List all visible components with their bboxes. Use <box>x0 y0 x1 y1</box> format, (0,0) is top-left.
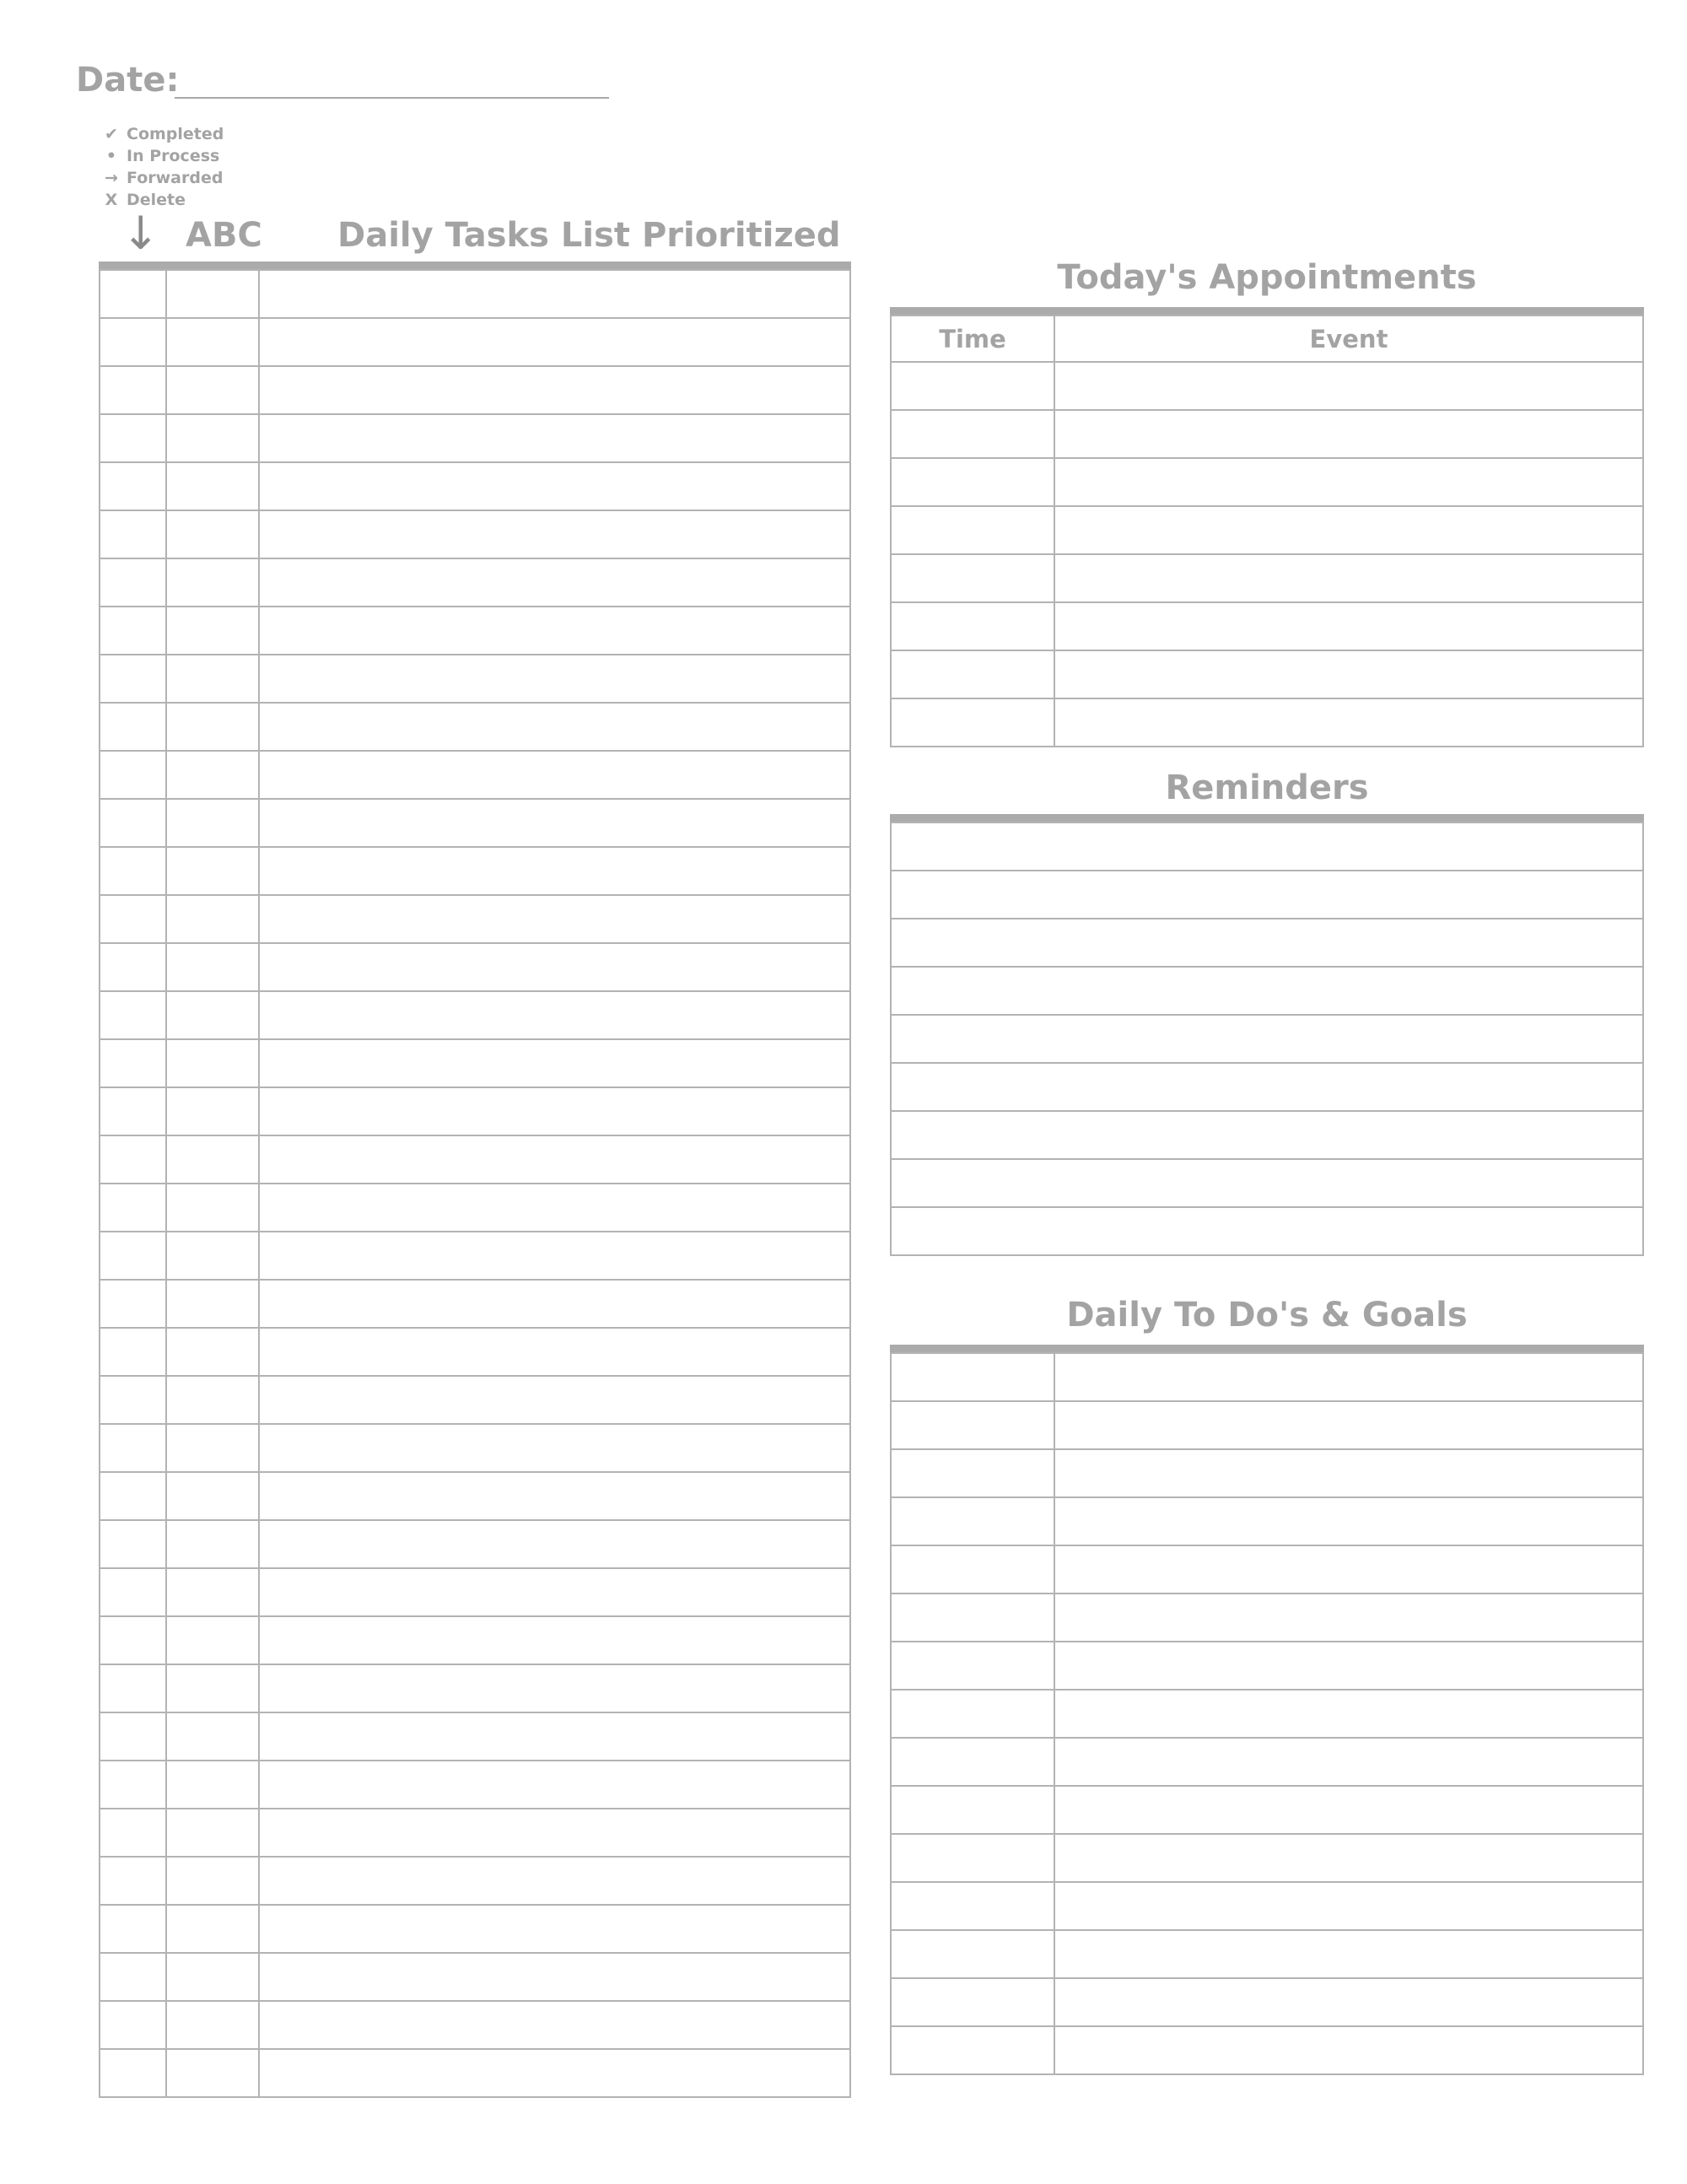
task-cell[interactable] <box>259 799 850 847</box>
table-row <box>100 1184 850 1232</box>
task-cell[interactable] <box>259 1232 850 1280</box>
task-cell[interactable] <box>259 1087 850 1135</box>
arrow-right-icon: → <box>105 169 118 187</box>
todo-cell[interactable] <box>1054 1786 1643 1834</box>
priority-cell[interactable] <box>166 1712 259 1761</box>
task-cell[interactable] <box>259 366 850 414</box>
task-cell[interactable] <box>259 1712 850 1761</box>
task-cell[interactable] <box>259 1280 850 1328</box>
priority-cell[interactable] <box>166 318 259 366</box>
priority-cell[interactable] <box>166 1664 259 1712</box>
reminder-cell[interactable] <box>891 1015 1643 1063</box>
status-cell[interactable] <box>100 1712 166 1761</box>
priority-cell[interactable] <box>166 1568 259 1616</box>
table-row <box>100 1424 850 1472</box>
table-row <box>891 1159 1643 1207</box>
task-cell[interactable] <box>259 1424 850 1472</box>
table-row <box>891 1690 1643 1738</box>
status-cell[interactable] <box>100 414 166 462</box>
todo-cell[interactable] <box>1054 1594 1643 1642</box>
table-row <box>891 1497 1643 1545</box>
status-cell[interactable] <box>100 1520 166 1568</box>
priority-cell[interactable] <box>166 703 259 751</box>
status-cell[interactable] <box>100 1280 166 1328</box>
priority-cell[interactable] <box>166 1616 259 1664</box>
priority-cell[interactable] <box>166 799 259 847</box>
priority-cell[interactable] <box>166 1280 259 1328</box>
task-cell[interactable] <box>259 1905 850 1953</box>
table-row <box>891 602 1643 650</box>
todo-cell[interactable] <box>1054 1353 1643 1401</box>
priority-cell[interactable] <box>166 270 259 318</box>
event-cell[interactable] <box>1054 362 1643 410</box>
task-cell[interactable] <box>259 318 850 366</box>
date-field[interactable] <box>175 97 609 99</box>
todo-time-cell[interactable] <box>891 1497 1054 1545</box>
table-row <box>891 1207 1643 1255</box>
priority-cell[interactable] <box>166 991 259 1039</box>
todo-time-cell[interactable] <box>891 1545 1054 1594</box>
table-row <box>891 1642 1643 1690</box>
time-column-header: Time <box>891 315 1054 362</box>
task-cell[interactable] <box>259 751 850 799</box>
status-cell[interactable] <box>100 462 166 510</box>
priority-cell[interactable] <box>166 1953 259 2001</box>
task-cell[interactable] <box>259 1953 850 2001</box>
priority-cell[interactable] <box>166 1424 259 1472</box>
task-cell[interactable] <box>259 1135 850 1184</box>
task-cell[interactable] <box>259 1664 850 1712</box>
todo-time-cell[interactable] <box>891 1642 1054 1690</box>
reminder-cell[interactable] <box>891 1207 1643 1255</box>
task-cell[interactable] <box>259 847 850 895</box>
todo-cell[interactable] <box>1054 2026 1643 2074</box>
task-cell[interactable] <box>259 462 850 510</box>
table-row <box>891 1978 1643 2026</box>
table-row <box>100 751 850 799</box>
table-row <box>891 1738 1643 1786</box>
reminder-cell[interactable] <box>891 871 1643 919</box>
date-label: Date: <box>76 61 180 100</box>
task-cell[interactable] <box>259 2049 850 2097</box>
legend-item-delete <box>101 189 224 211</box>
legend-item-in-process <box>101 145 224 167</box>
task-cell[interactable] <box>259 510 850 558</box>
status-cell[interactable] <box>100 1232 166 1280</box>
status-cell[interactable] <box>100 1857 166 1905</box>
task-cell[interactable] <box>259 1857 850 1905</box>
table-row <box>891 871 1643 919</box>
status-cell[interactable] <box>100 1953 166 2001</box>
table-row <box>891 1930 1643 1978</box>
status-cell[interactable] <box>100 1135 166 1184</box>
appointments-table <box>890 315 1644 747</box>
status-cell[interactable] <box>100 799 166 847</box>
task-cell[interactable] <box>259 270 850 318</box>
table-row <box>891 1594 1643 1642</box>
table-row <box>100 1761 850 1809</box>
event-cell[interactable] <box>1054 602 1643 650</box>
priority-cell[interactable] <box>166 1232 259 1280</box>
priority-cell[interactable] <box>166 510 259 558</box>
table-row <box>891 1015 1643 1063</box>
status-cell[interactable] <box>100 943 166 991</box>
status-legend <box>101 123 224 211</box>
status-cell[interactable] <box>100 1761 166 1809</box>
task-cell[interactable] <box>259 1761 850 1809</box>
priority-cell[interactable] <box>166 2049 259 2097</box>
table-row <box>100 2049 850 2097</box>
time-cell[interactable] <box>891 650 1054 698</box>
legend-label: In Process <box>127 147 220 165</box>
appointments-title: Today's Appointments <box>1057 258 1477 297</box>
event-cell[interactable] <box>1054 650 1643 698</box>
table-row <box>100 558 850 607</box>
task-cell[interactable] <box>259 703 850 751</box>
status-cell[interactable] <box>100 510 166 558</box>
status-cell[interactable] <box>100 1809 166 1857</box>
priority-cell[interactable] <box>166 1376 259 1424</box>
task-cell[interactable] <box>259 1472 850 1520</box>
todo-time-cell[interactable] <box>891 1738 1054 1786</box>
task-cell[interactable] <box>259 943 850 991</box>
status-cell[interactable] <box>100 318 166 366</box>
status-cell[interactable] <box>100 1328 166 1376</box>
table-row <box>100 799 850 847</box>
table-row <box>100 510 850 558</box>
table-row <box>891 554 1643 602</box>
table-row <box>891 822 1643 871</box>
time-cell[interactable] <box>891 602 1054 650</box>
reminder-cell[interactable] <box>891 967 1643 1015</box>
event-cell[interactable] <box>1054 458 1643 506</box>
todo-time-cell[interactable] <box>891 2026 1054 2074</box>
table-row <box>891 2026 1643 2074</box>
status-cell[interactable] <box>100 1184 166 1232</box>
todo-cell[interactable] <box>1054 1882 1643 1930</box>
priority-cell[interactable] <box>166 1039 259 1087</box>
reminder-cell[interactable] <box>891 822 1643 871</box>
table-row <box>100 1087 850 1135</box>
table-row <box>891 410 1643 458</box>
time-cell[interactable] <box>891 362 1054 410</box>
table-row <box>891 362 1643 410</box>
todo-cell[interactable] <box>1054 1978 1643 2026</box>
status-cell[interactable] <box>100 1905 166 1953</box>
task-cell[interactable] <box>259 414 850 462</box>
todo-time-cell[interactable] <box>891 1978 1054 2026</box>
priority-cell[interactable] <box>166 1905 259 1953</box>
reminders-table <box>890 822 1644 1256</box>
priority-cell[interactable] <box>166 558 259 607</box>
status-cell[interactable] <box>100 607 166 655</box>
table-row <box>891 1449 1643 1497</box>
table-row <box>100 1857 850 1905</box>
priority-cell[interactable] <box>166 1761 259 1809</box>
status-cell[interactable] <box>100 366 166 414</box>
todos-title: Daily To Do's & Goals <box>1066 1296 1468 1335</box>
status-cell[interactable] <box>100 2049 166 2097</box>
todo-time-cell[interactable] <box>891 1594 1054 1642</box>
task-cell[interactable] <box>259 991 850 1039</box>
status-cell[interactable] <box>100 991 166 1039</box>
table-row <box>891 967 1643 1015</box>
priority-cell[interactable] <box>166 1809 259 1857</box>
table-row <box>891 698 1643 747</box>
task-cell[interactable] <box>259 1328 850 1376</box>
table-row <box>891 650 1643 698</box>
todo-time-cell[interactable] <box>891 1834 1054 1882</box>
table-row <box>891 1063 1643 1111</box>
todo-cell[interactable] <box>1054 1401 1643 1449</box>
table-row <box>100 943 850 991</box>
priority-cell[interactable] <box>166 943 259 991</box>
task-cell[interactable] <box>259 2001 850 2049</box>
todo-cell[interactable] <box>1054 1690 1643 1738</box>
todo-time-cell[interactable] <box>891 1930 1054 1978</box>
time-cell[interactable] <box>891 458 1054 506</box>
legend-item-completed <box>101 123 224 145</box>
todo-cell[interactable] <box>1054 1545 1643 1594</box>
todos-table <box>890 1352 1644 2075</box>
reminder-cell[interactable] <box>891 1063 1643 1111</box>
task-cell[interactable] <box>259 1568 850 1616</box>
legend-item-forwarded <box>101 167 224 189</box>
time-cell[interactable] <box>891 506 1054 554</box>
priority-cell[interactable] <box>166 655 259 703</box>
table-row <box>100 1232 850 1280</box>
table-row <box>100 462 850 510</box>
table-row <box>100 1616 850 1664</box>
legend-label: Delete <box>127 191 186 209</box>
table-row <box>100 703 850 751</box>
arrow-down-icon: ↓ <box>121 207 160 260</box>
task-cell[interactable] <box>259 1809 850 1857</box>
todo-time-cell[interactable] <box>891 1449 1054 1497</box>
table-row <box>100 1953 850 2001</box>
table-row <box>100 1568 850 1616</box>
status-cell[interactable] <box>100 751 166 799</box>
table-row <box>100 2001 850 2049</box>
time-cell[interactable] <box>891 410 1054 458</box>
table-row <box>100 318 850 366</box>
status-cell[interactable] <box>100 655 166 703</box>
todo-time-cell[interactable] <box>891 1882 1054 1930</box>
priority-cell[interactable] <box>166 1472 259 1520</box>
task-cell[interactable] <box>259 1616 850 1664</box>
table-row <box>100 847 850 895</box>
priority-cell[interactable] <box>166 366 259 414</box>
status-cell[interactable] <box>100 2001 166 2049</box>
table-row <box>891 1111 1643 1159</box>
status-cell[interactable] <box>100 270 166 318</box>
priority-cell[interactable] <box>166 847 259 895</box>
table-row <box>100 1039 850 1087</box>
table-row <box>100 366 850 414</box>
table-row <box>891 1882 1643 1930</box>
todo-time-cell[interactable] <box>891 1690 1054 1738</box>
status-cell[interactable] <box>100 1039 166 1087</box>
table-row <box>891 458 1643 506</box>
task-cell[interactable] <box>259 607 850 655</box>
todo-cell[interactable] <box>1054 1497 1643 1545</box>
reminder-cell[interactable] <box>891 1111 1643 1159</box>
table-row <box>891 1401 1643 1449</box>
reminders-title: Reminders <box>1165 768 1369 807</box>
table-row <box>100 1664 850 1712</box>
task-cell[interactable] <box>259 1520 850 1568</box>
status-cell[interactable] <box>100 1376 166 1424</box>
todo-cell[interactable] <box>1054 1642 1643 1690</box>
status-cell[interactable] <box>100 1087 166 1135</box>
table-row <box>891 1786 1643 1834</box>
status-cell[interactable] <box>100 558 166 607</box>
event-cell[interactable] <box>1054 698 1643 747</box>
tasks-table <box>99 269 851 2098</box>
event-cell[interactable] <box>1054 506 1643 554</box>
todo-cell[interactable] <box>1054 1834 1643 1882</box>
table-row <box>100 895 850 943</box>
tasks-title: Daily Tasks List Prioritized <box>337 216 841 255</box>
event-cell[interactable] <box>1054 410 1643 458</box>
legend-label: Forwarded <box>127 169 224 187</box>
checkmark-icon: ✔ <box>105 125 118 143</box>
task-cell[interactable] <box>259 895 850 943</box>
todo-time-cell[interactable] <box>891 1401 1054 1449</box>
priority-cell[interactable] <box>166 414 259 462</box>
priority-cell[interactable] <box>166 607 259 655</box>
event-cell[interactable] <box>1054 554 1643 602</box>
priority-cell[interactable] <box>166 1857 259 1905</box>
table-row <box>100 1809 850 1857</box>
table-row <box>100 607 850 655</box>
status-cell[interactable] <box>100 1424 166 1472</box>
priority-cell[interactable] <box>166 1135 259 1184</box>
todo-time-cell[interactable] <box>891 1786 1054 1834</box>
table-row <box>100 1376 850 1424</box>
x-icon: X <box>105 191 118 209</box>
table-row <box>100 1135 850 1184</box>
table-row <box>100 270 850 318</box>
task-cell[interactable] <box>259 558 850 607</box>
todo-time-cell[interactable] <box>891 1353 1054 1401</box>
table-row <box>891 1353 1643 1401</box>
table-row <box>100 1280 850 1328</box>
table-row <box>891 919 1643 967</box>
table-row <box>891 506 1643 554</box>
table-row <box>100 1328 850 1376</box>
table-row <box>100 655 850 703</box>
table-row <box>100 1520 850 1568</box>
status-cell[interactable] <box>100 847 166 895</box>
status-cell[interactable] <box>100 895 166 943</box>
priority-cell[interactable] <box>166 1328 259 1376</box>
todo-cell[interactable] <box>1054 1449 1643 1497</box>
table-row <box>891 1834 1643 1882</box>
status-cell[interactable] <box>100 1616 166 1664</box>
table-row <box>100 991 850 1039</box>
task-cell[interactable] <box>259 1184 850 1232</box>
task-cell[interactable] <box>259 1376 850 1424</box>
task-cell[interactable] <box>259 655 850 703</box>
priority-cell[interactable] <box>166 1520 259 1568</box>
event-column-header: Event <box>1054 315 1643 362</box>
status-cell[interactable] <box>100 1568 166 1616</box>
reminder-cell[interactable] <box>891 919 1643 967</box>
todo-cell[interactable] <box>1054 1930 1643 1978</box>
priority-cell[interactable] <box>166 2001 259 2049</box>
legend-label: Completed <box>127 125 224 143</box>
table-row <box>100 1712 850 1761</box>
status-cell[interactable] <box>100 1472 166 1520</box>
abc-header: ABC <box>186 216 262 255</box>
reminder-cell[interactable] <box>891 1159 1643 1207</box>
status-cell[interactable] <box>100 703 166 751</box>
priority-cell[interactable] <box>166 462 259 510</box>
task-cell[interactable] <box>259 1039 850 1087</box>
status-cell[interactable] <box>100 1664 166 1712</box>
time-cell[interactable] <box>891 698 1054 747</box>
table-row <box>891 1545 1643 1594</box>
priority-cell[interactable] <box>166 1087 259 1135</box>
todo-cell[interactable] <box>1054 1738 1643 1786</box>
bullet-icon: • <box>105 147 117 165</box>
priority-cell[interactable] <box>166 895 259 943</box>
table-row <box>100 1905 850 1953</box>
time-cell[interactable] <box>891 554 1054 602</box>
table-row <box>100 1472 850 1520</box>
priority-cell[interactable] <box>166 1184 259 1232</box>
table-row <box>100 414 850 462</box>
priority-cell[interactable] <box>166 751 259 799</box>
